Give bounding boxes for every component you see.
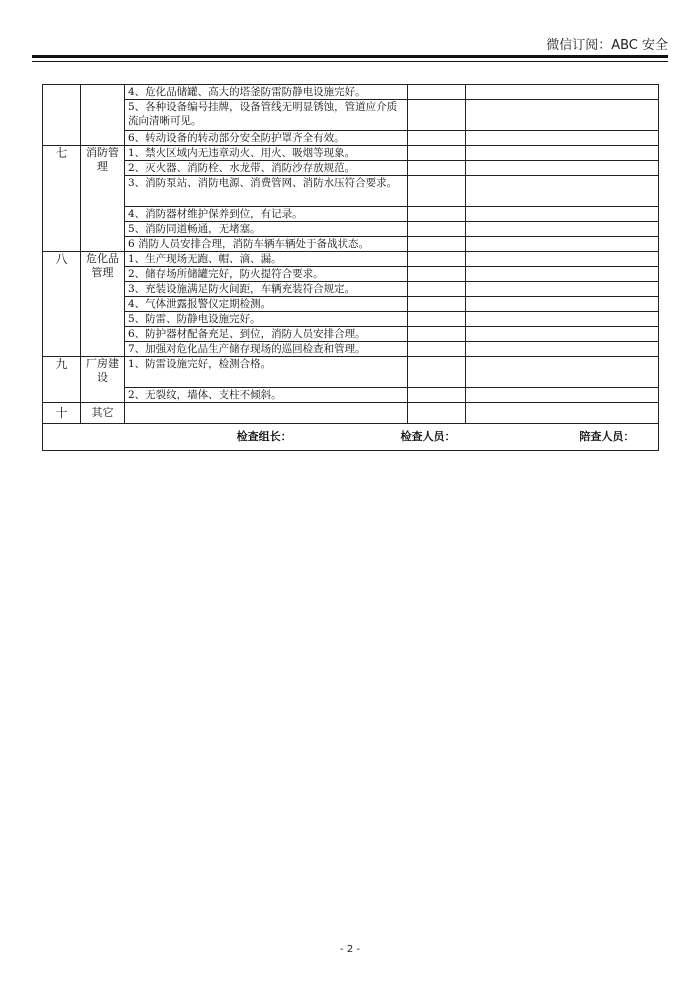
- result-cell: [408, 237, 466, 252]
- remark-cell: [466, 207, 659, 222]
- signature-row: [43, 424, 659, 451]
- result-cell: [408, 222, 466, 237]
- result-cell: [408, 357, 466, 388]
- remark-cell: [466, 161, 659, 176]
- check-item: 5、消防同道畅通，无堵塞。: [125, 222, 408, 237]
- result-cell: [408, 146, 466, 161]
- signature-cell: [43, 424, 659, 451]
- result-cell: [408, 327, 466, 342]
- remark-cell: [466, 403, 659, 424]
- section-number: 十: [43, 403, 81, 424]
- result-cell: [408, 176, 466, 207]
- check-item: 6、防护器材配备充足、到位，消防人员安排合理。: [125, 327, 408, 342]
- table-row: [43, 267, 659, 282]
- check-item: 3、消防泵站、消防电源、消费管网、消防水压符合要求。: [125, 176, 408, 207]
- result-cell: [408, 267, 466, 282]
- table-row: [43, 312, 659, 327]
- section-category: 其它: [81, 403, 125, 424]
- table-row: [43, 388, 659, 403]
- table-row: [43, 176, 659, 207]
- inspection-table: [42, 84, 659, 451]
- table-row: [43, 342, 659, 357]
- check-item: 2、储存场所储罐完好，防火提符合要求。: [125, 267, 408, 282]
- remark-cell: [466, 357, 659, 388]
- section-category-cell: [81, 85, 125, 146]
- check-item: 6 消防人员安排合理，消防车辆车辆处于备战状态。: [125, 237, 408, 252]
- table-row: [43, 100, 659, 131]
- check-item: 2、灭火器、消防栓、水龙带、消防沙存放规范。: [125, 161, 408, 176]
- check-item: 4、消防器材维护保养到位，有记录。: [125, 207, 408, 222]
- section-number: 八: [43, 252, 81, 357]
- remark-cell: [466, 282, 659, 297]
- remark-cell: [466, 85, 659, 100]
- header-rule-thick: [32, 55, 668, 58]
- result-cell: [408, 100, 466, 131]
- check-item: 4、危化品储罐、高大的塔釜防雷防静电设施完好。: [125, 85, 408, 100]
- result-cell: [408, 388, 466, 403]
- table-row: [43, 327, 659, 342]
- check-item: 3、充装设施满足防火间距，车辆充装符合规定。: [125, 282, 408, 297]
- table-row: [43, 85, 659, 100]
- result-cell: [408, 297, 466, 312]
- table-row: [43, 297, 659, 312]
- result-cell: [408, 85, 466, 100]
- table-row: [43, 207, 659, 222]
- remark-cell: [466, 388, 659, 403]
- table-row: [43, 161, 659, 176]
- remark-cell: [466, 222, 659, 237]
- remark-cell: [466, 297, 659, 312]
- result-cell: [408, 252, 466, 267]
- escort-label: 陪查人员：: [579, 430, 635, 443]
- section-number: 九: [43, 357, 81, 403]
- section-category: 危化品管理: [81, 252, 125, 357]
- check-item: 6、转动设备的转动部分安全防护罩齐全有效。: [125, 131, 408, 146]
- result-cell: [408, 312, 466, 327]
- remark-cell: [466, 237, 659, 252]
- check-item: [125, 403, 408, 424]
- check-item: 1、禁火区域内无违章动火、用火、吸烟等现象。: [125, 146, 408, 161]
- result-cell: [408, 161, 466, 176]
- result-cell: [408, 207, 466, 222]
- remark-cell: [466, 252, 659, 267]
- table-row: [43, 403, 659, 424]
- check-item: 5、各种设备编号挂牌，设备管线无明显锈蚀，管道应介质流向清晰可见。: [125, 100, 408, 131]
- check-item: 2、无裂纹，墙体、支柱不倾斜。: [125, 388, 408, 403]
- table-row: [43, 252, 659, 267]
- check-item: 7、加强对危化品生产储存现场的巡回检查和管理。: [125, 342, 408, 357]
- table-row: [43, 222, 659, 237]
- result-cell: [408, 131, 466, 146]
- remark-cell: [466, 176, 659, 207]
- page-number: - 2 -: [340, 944, 360, 955]
- table-row: [43, 131, 659, 146]
- result-cell: [408, 403, 466, 424]
- page-header: 微信订阅：ABC 安全: [546, 38, 668, 53]
- inspector-label: 检查人员：: [400, 430, 456, 443]
- check-item: 5、防雷、防静电设施完好。: [125, 312, 408, 327]
- check-item: 1、防雷设施完好，检测合格。: [125, 357, 408, 388]
- table-row: [43, 146, 659, 161]
- remark-cell: [466, 267, 659, 282]
- inspection-leader-label: 检查组长：: [236, 430, 292, 443]
- result-cell: [408, 282, 466, 297]
- table-row: [43, 237, 659, 252]
- remark-cell: [466, 100, 659, 131]
- section-category: 厂房建设: [81, 357, 125, 403]
- remark-cell: [466, 146, 659, 161]
- remark-cell: [466, 312, 659, 327]
- header-rule-thin: [32, 61, 668, 62]
- table-row: [43, 282, 659, 297]
- remark-cell: [466, 327, 659, 342]
- remark-cell: [466, 131, 659, 146]
- section-number-cell: [43, 85, 81, 146]
- remark-cell: [466, 342, 659, 357]
- result-cell: [408, 342, 466, 357]
- section-category: 消防管理: [81, 146, 125, 252]
- section-number: 七: [43, 146, 81, 252]
- check-item: 4、气体泄露报警仪定期检测。: [125, 297, 408, 312]
- check-item: 1、生产现场无跑、帽、滴、漏。: [125, 252, 408, 267]
- table-row: [43, 357, 659, 388]
